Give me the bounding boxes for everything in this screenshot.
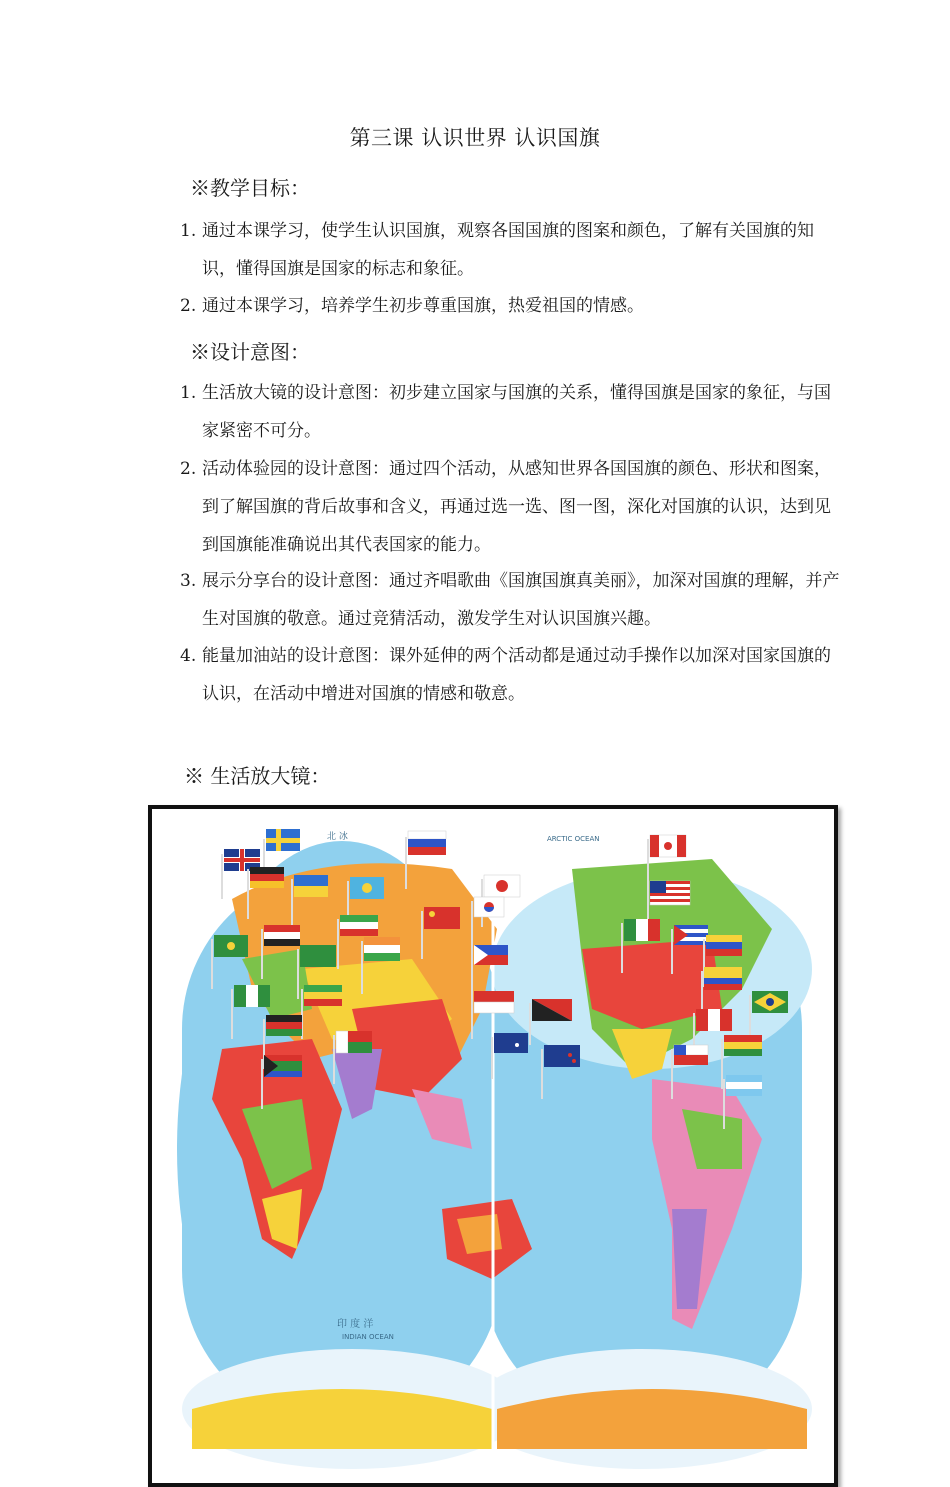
design-item-text: 展示分享台的设计意图：通过齐唱歌曲《国旗国旗真美丽》，加深对国旗的理解，并产生对国旗的敬意。通过竞猜活动，激发学生对认识国旗兴趣。	[202, 571, 840, 629]
section-heading-design: ※设计意图：	[190, 340, 310, 364]
goal-item-number: 2.	[180, 296, 197, 316]
goal-item	[180, 212, 842, 288]
design-item	[180, 562, 842, 638]
goal-item-text: 通过本课学习，使学生认识国旗，观察各国国旗的图案和颜色，了解有关国旗的知识，懂得国旗是国家的标志和象征。	[202, 221, 814, 279]
design-item-text: 生活放大镜的设计意图：初步建立国家与国旗的关系，懂得国旗是国家的象征，与国家紧密不可分。	[202, 383, 831, 441]
design-item-number: 3.	[180, 571, 197, 591]
design-item-text: 能量加油站的设计意图：课外延伸的两个活动都是通过动手操作以加深对国家国旗的认识，在活动中增进对国旗的情感和敬意。	[202, 646, 831, 704]
design-item-number: 1.	[180, 383, 197, 403]
page-title: 第三课 认识世界 认识国旗	[349, 126, 601, 150]
goal-item-number: 1.	[180, 221, 197, 241]
world-map-image	[148, 805, 838, 1487]
design-item	[180, 450, 842, 564]
ocean-label: 北 冰	[327, 832, 348, 842]
section-heading-goals: ※教学目标：	[190, 176, 310, 200]
design-item-number: 2.	[180, 459, 197, 479]
section-heading-life: ※ 生活放大镜：	[184, 764, 331, 788]
design-item-number: 4.	[180, 646, 197, 666]
design-item	[180, 637, 842, 713]
ocean-label: ARCTIC OCEAN	[547, 835, 600, 843]
world-map-illustration	[152, 809, 834, 1483]
goal-item-text: 通过本课学习，培养学生初步尊重国旗，热爱祖国的情感。	[202, 296, 644, 316]
design-item	[180, 374, 842, 450]
goal-item	[180, 287, 842, 325]
design-item-text: 活动体验园的设计意图：通过四个活动，从感知世界各国国旗的颜色、形状和图案，到了解国旗的背后故事和含义，再通过选一选、图一图，深化对国旗的认识，达到见到国旗能准确说出其代表国家的能力。	[202, 459, 831, 555]
ocean-label: INDIAN OCEAN	[342, 1333, 394, 1341]
ocean-label: 印 度 洋	[337, 1319, 374, 1330]
